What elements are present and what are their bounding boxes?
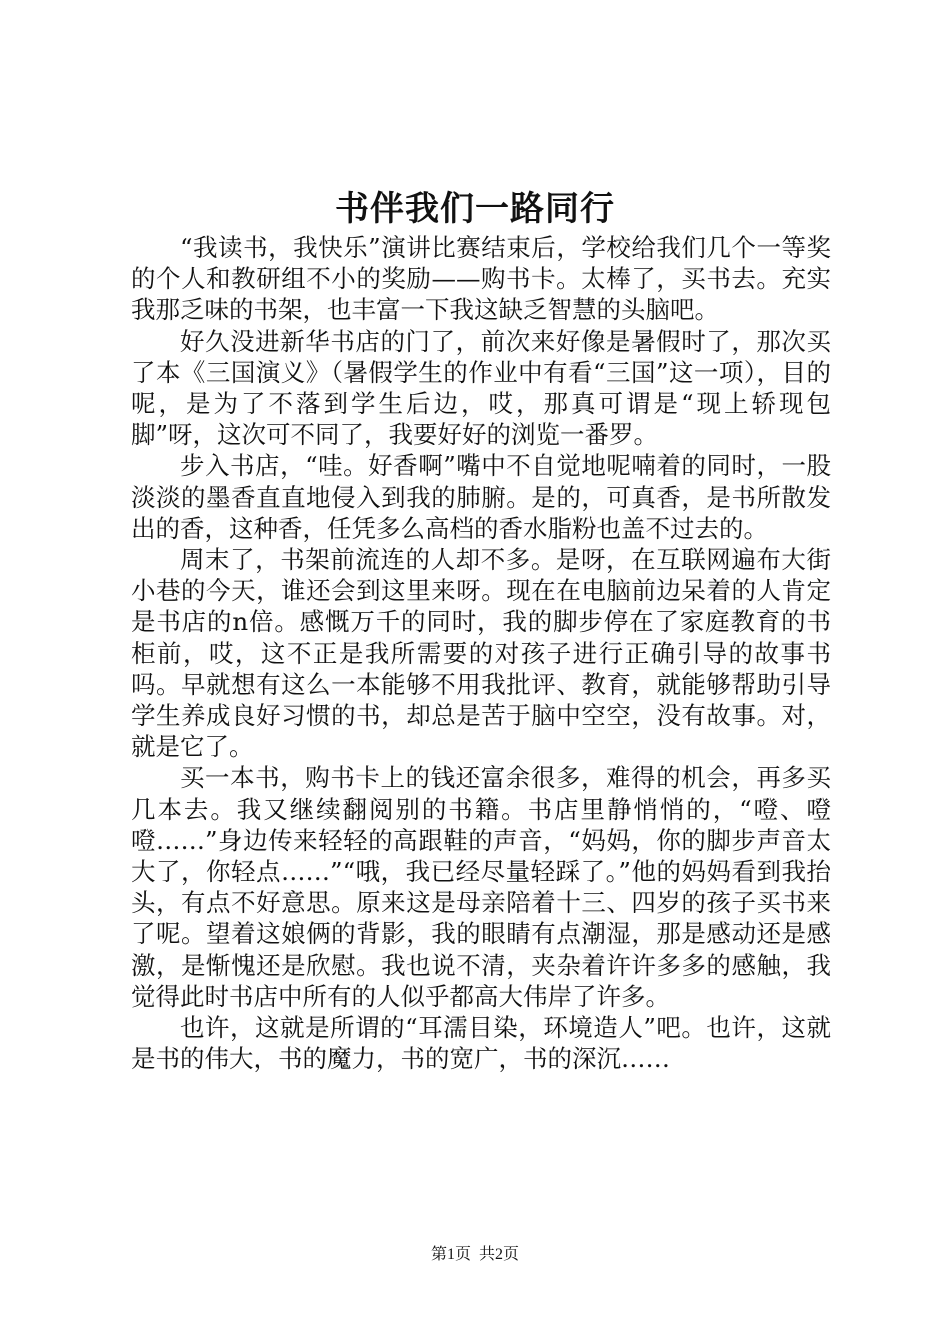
paragraph: 买一本书，购书卡上的钱还富余很多，难得的机会，再多买几本去。我又继续翻阅别的书籍。书店里静悄悄的，“噔、噔噔……”身边传来轻轻的高跟鞋的声音，“妈妈，你的脚步声音太大了，你轻点……”“哦，我已经尽量轻踩了。”他的妈妈看到我抬头，有点不好意思。原来这是母亲陪着十三、四岁的孩子买书来了呢。望着这娘俩的背影，我的眼睛有点潮湿，那是感动还是感激，是惭愧还是欣慰。我也说不清，夹杂着许许多多的感触，我觉得此时书店中所有的人似乎都高大伟岸了许多。 [131,763,831,1011]
document-title: 书伴我们一路同行 [335,189,615,229]
paragraph: 也许，这就是所谓的“耳濡目染，环境造人”吧。也许，这就是书的伟大，书的魔力，书的宽广，书的深沉…… [131,1013,831,1074]
paragraph: 步入书店，“哇。好香啊”嘴中不自觉地呢喃着的同时，一股淡淡的墨香直直地侵入到我的肺腑。是的，可真香，是书所散发出的香，这种香，任凭多么高档的香水脂粉也盖不过去的。 [131,451,831,543]
document-body [131,232,831,1074]
page-total: 共2页 [479,1246,520,1263]
paragraph: “我读书，我快乐”演讲比赛结束后，学校给我们几个一等奖的个人和教研组不小的奖励——购书卡。太棒了，买书去。充实我那乏味的书架，也丰富一下我这缺乏智慧的头脑吧。 [131,233,831,325]
paragraph: 好久没进新华书店的门了，前次来好像是暑假时了，那次买了本《三国演义》（暑假学生的作业中有看“三国”这一项），目的呢，是为了不落到学生后边，哎，那真可谓是“现上轿现包脚”呀，这次可不同了，我要好好的浏览一番罗。 [131,326,831,450]
paragraph: 周末了，书架前流连的人却不多。是呀，在互联网遍布大街小巷的今天，谁还会到这里来呀。现在在电脑前边呆着的人肯定是书店的n倍。感慨万千的同时，我的脚步停在了家庭教育的书柜前，哎，这不正是我所需要的对孩子进行正确引导的故事书吗。早就想有这么一本能够不用我批评、教育，就能够帮助引导学生养成良好习惯的书，却总是苦于脑中空空，没有故事。对，就是它了。 [131,545,831,762]
page-footer [0,1244,950,1266]
page-number: 第1页 [430,1246,471,1263]
